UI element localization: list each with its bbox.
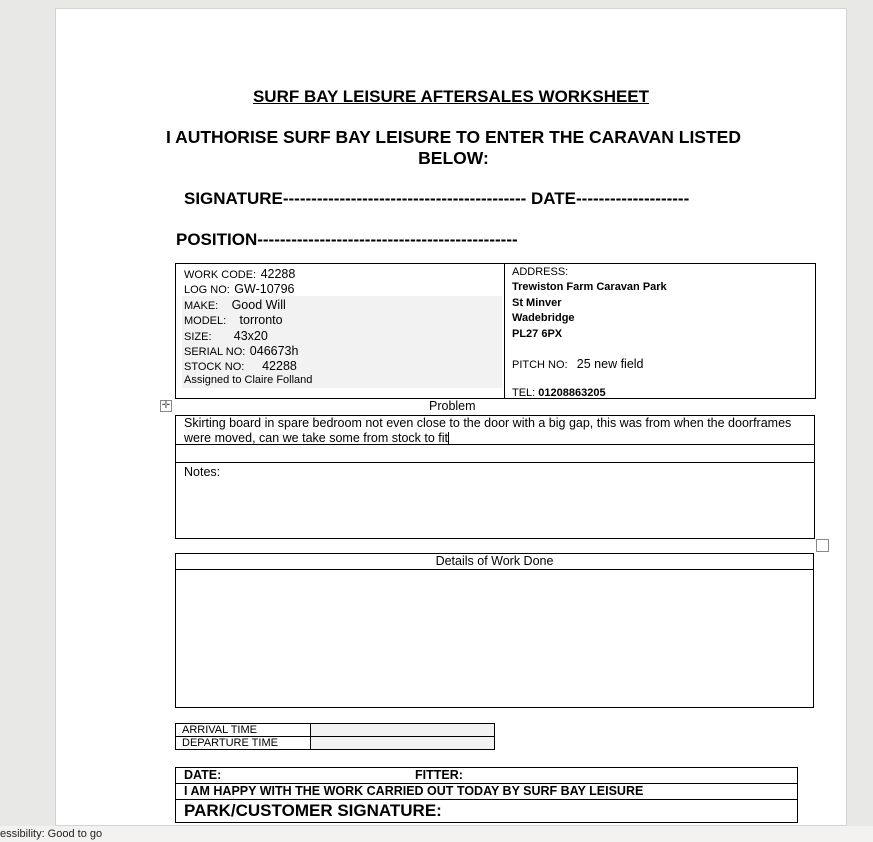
- work-code-row: WORK CODE: 42288: [184, 267, 296, 281]
- model-value: torronto: [239, 313, 283, 327]
- signoff-table: [175, 767, 798, 823]
- signature-date-line: SIGNATURE------------------------------------------- DATE--------------------: [184, 189, 690, 208]
- size-value: 43x20: [233, 329, 268, 343]
- log-no-value: GW-10796: [234, 282, 295, 296]
- column-divider: [504, 264, 505, 398]
- text-cursor: [448, 432, 449, 444]
- pitch-value: 25 new field: [576, 357, 644, 371]
- document-page[interactable]: [55, 8, 847, 826]
- pitch-row: PITCH NO: 25 new field: [512, 357, 644, 371]
- table-resize-handle-icon[interactable]: [816, 539, 829, 552]
- departure-time-label: DEPARTURE TIME: [176, 737, 311, 750]
- date-fitter-row[interactable]: [176, 768, 797, 784]
- details-of-work-table[interactable]: [175, 553, 814, 708]
- address-line-2: St Minver: [512, 297, 562, 309]
- make-row: MAKE: Good Will: [184, 298, 286, 312]
- fitter-label: FITTER:: [415, 768, 463, 782]
- size-row: SIZE: 43x20: [184, 329, 268, 343]
- document-title: SURF BAY LEISURE AFTERSALES WORKSHEET: [252, 87, 650, 106]
- address-label: ADDRESS:: [512, 266, 569, 278]
- work-code-value: 42288: [260, 267, 296, 281]
- notes-cell[interactable]: [175, 463, 815, 539]
- date-label: DATE:: [184, 768, 222, 782]
- address-line-3: Wadebridge: [512, 312, 575, 324]
- caravan-info-table: [175, 263, 816, 399]
- departure-time-field[interactable]: [311, 737, 495, 750]
- position-line: POSITION----------------------------------------------: [176, 230, 518, 249]
- customer-signature-label[interactable]: PARK/CUSTOMER SIGNATURE:: [184, 801, 442, 820]
- happy-statement: I AM HAPPY WITH THE WORK CARRIED OUT TODAY BY SURF BAY LEISURE: [176, 784, 797, 800]
- serial-row: SERIAL NO: 046673h: [184, 344, 299, 358]
- arrival-time-field[interactable]: [311, 724, 495, 737]
- log-no-row: LOG NO: GW-10796: [184, 282, 295, 296]
- table-move-handle-icon[interactable]: ✛: [161, 400, 171, 411]
- stock-value: 42288: [262, 359, 297, 373]
- problem-label: Problem: [429, 399, 476, 413]
- authorise-statement: I AUTHORISE SURF BAY LEISURE TO ENTER THE CARAVAN LISTED BELOW:: [166, 127, 741, 168]
- time-table: [175, 723, 495, 750]
- problem-text-cell[interactable]: [175, 415, 815, 445]
- notes-label: Notes:: [184, 465, 221, 479]
- address-line-4: PL27 6PX: [512, 328, 563, 340]
- serial-value: 046673h: [249, 344, 299, 358]
- details-label: Details of Work Done: [176, 554, 813, 570]
- model-row: MODEL: torronto: [184, 313, 283, 327]
- address-line-1: Trewiston Farm Caravan Park: [512, 281, 667, 293]
- status-bar: [0, 826, 873, 842]
- assigned-to: Assigned to Claire Folland: [184, 374, 313, 386]
- make-value: Good Will: [231, 298, 286, 312]
- arrival-time-label: ARRIVAL TIME: [176, 724, 311, 737]
- tel-row: TEL: 01208863205: [512, 387, 606, 399]
- problem-empty-row[interactable]: [175, 445, 815, 463]
- problem-text: Skirting board in spare bedroom not even close to the door with a big gap, this was from when the doorframes were moved, can we take some from stock to fit: [184, 416, 792, 445]
- stock-row: STOCK NO: 42288: [184, 359, 297, 373]
- tel-value: 01208863205: [538, 387, 606, 399]
- accessibility-status[interactable]: essibility: Good to go: [0, 828, 103, 840]
